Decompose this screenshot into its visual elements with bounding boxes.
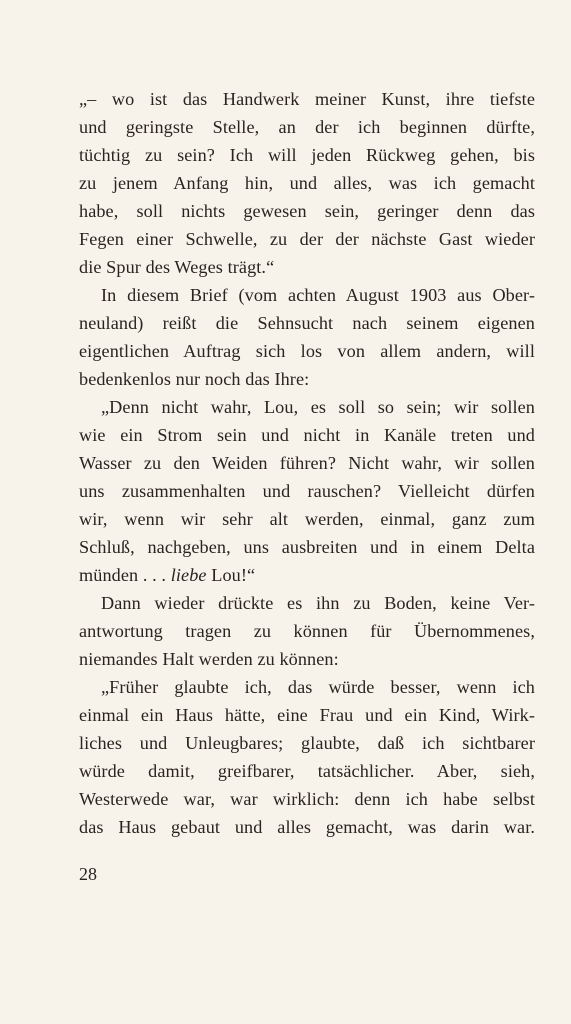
text-line: liches und Unleugbares; glaubte, daß ich sichtbarer [79,733,535,753]
text-line [79,561,535,589]
text-line: „Denn nicht wahr, Lou, es soll so sein; wir sollen [101,397,535,417]
text-line: Westerwede war, war wirklich: denn ich habe selbst [79,789,535,809]
text-line: und geringste Stelle, an der ich beginnen dürfte, [79,117,535,137]
text-line: bedenkenlos nur noch das Ihre: [79,369,310,389]
text-line: wir, wenn wir sehr alt werden, einmal, ganz zum [79,509,535,529]
text-segment: Lou!“ [206,565,256,585]
text-line: Fegen einer Schwelle, zu der der nächste Gast wieder [79,229,535,249]
text-line: einmal ein Haus hätte, eine Frau und ein Kind, Wirk- [79,705,535,725]
page-number: 28 [79,864,97,884]
text-line: In diesem Brief (vom achten August 1903 aus Ober- [101,285,535,305]
text-line: neuland) reißt die Sehnsucht nach seinem eigenen [79,313,535,333]
text-line: eigentlichen Auftrag sich los von allem andern, will [79,341,535,361]
text-line: habe, soll nichts gewesen sein, geringer denn das [79,201,535,221]
text-line: niemandes Halt werden zu können: [79,649,339,669]
text-line: uns zusammenhalten und rauschen? Vielleicht dürfen [79,481,535,501]
text-line: wie ein Strom sein und nicht in Kanäle treten und [79,425,535,445]
text-line: würde damit, greifbarer, tatsächlicher. Aber, sieh, [79,761,535,781]
italic-word: liebe [170,565,207,585]
text-line: Wasser zu den Weiden führen? Nicht wahr, wir sollen [79,453,535,473]
text-line: das Haus gebaut und alles gemacht, was darin war. [79,817,535,837]
text-line: tüchtig zu sein? Ich will jeden Rückweg gehen, bis [79,145,535,165]
text-line: die Spur des Weges trägt.“ [79,257,275,277]
body-text [79,85,535,841]
text-line: „– wo ist das Handwerk meiner Kunst, ihre tiefste [79,89,535,109]
text-segment: münden . . . [79,565,171,585]
text-line: Schluß, nachgeben, uns ausbreiten und in einem Delta [79,537,535,557]
text-line: Dann wieder drückte es ihn zu Boden, keine Ver- [101,593,535,613]
text-line: zu jenem Anfang hin, und alles, was ich gemacht [79,173,535,193]
text-line: „Früher glaubte ich, das würde besser, wenn ich [101,677,535,697]
text-line: antwortung tragen zu können für Übernommenes, [79,621,535,641]
